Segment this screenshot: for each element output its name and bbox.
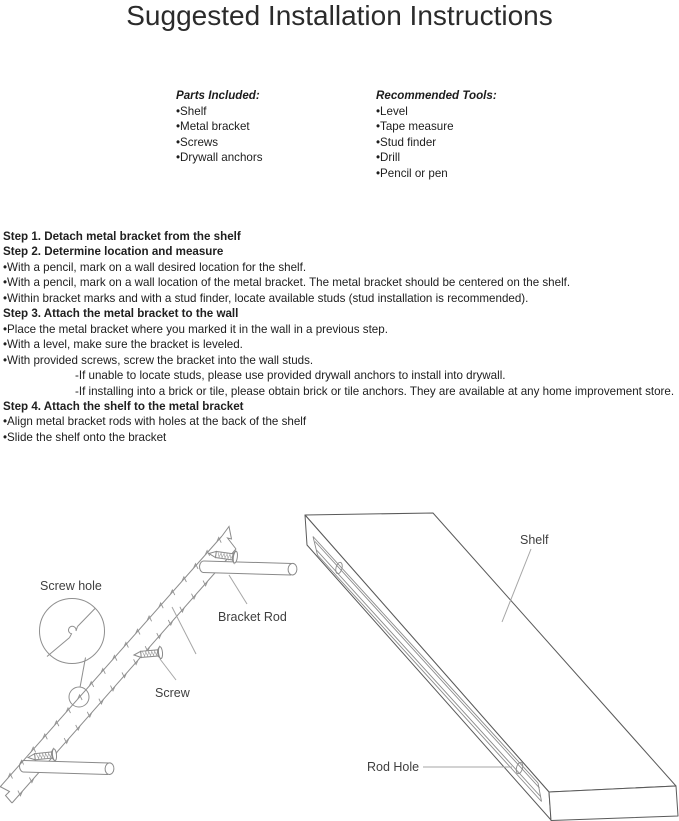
magnifier-circle xyxy=(40,599,105,664)
recommended-tools-heading: Recommended Tools: xyxy=(376,89,497,102)
step-2-bullet: •With a pencil, mark on a wall desired location for the shelf. xyxy=(3,260,307,274)
shelf-end-face xyxy=(549,786,678,821)
step-4-heading: Step 4. Attach the shelf to the metal bracket xyxy=(3,399,244,413)
shelf-label: Shelf xyxy=(520,533,549,547)
screw-label: Screw xyxy=(155,686,190,700)
list-item: •Tape measure xyxy=(376,120,454,133)
step-1-heading: Step 1. Detach metal bracket from the shelf xyxy=(3,230,241,243)
step-3-bullet: •Place the metal bracket where you marked it in the wall in a previous step. xyxy=(3,322,388,336)
step-3-bullet: •With a level, make sure the bracket is leveled. xyxy=(3,338,243,352)
step-4-bullet: •Align metal bracket rods with holes at the back of the shelf xyxy=(3,415,307,429)
list-item: •Stud finder xyxy=(376,135,437,149)
screw-hole-callout xyxy=(40,599,105,708)
list-item: •Drywall anchors xyxy=(176,151,263,164)
bracket-rod-label: Bracket Rod xyxy=(218,610,287,624)
rod-hole-label: Rod Hole xyxy=(367,760,420,774)
step-3-sub-bullet: -If installing into a brick or tile, please obtain brick or tile anchors. They are available at any home improvement store. xyxy=(75,384,675,398)
bracket-top-cut xyxy=(222,527,236,550)
page-title: Suggested Installation Instructions xyxy=(126,0,553,31)
step-2-bullet: •With a pencil, mark on a wall location of the metal bracket. The metal bracket should be centered on the shelf. xyxy=(3,276,571,290)
bracket-pointer-line xyxy=(172,607,196,654)
bracket-bottom-cut xyxy=(0,787,12,804)
list-item: •Metal bracket xyxy=(176,120,250,133)
bracket-rod-leader-line xyxy=(229,575,247,604)
magnified-edge-line xyxy=(78,609,96,627)
bracket-rod-top xyxy=(200,561,298,575)
parts-included-heading: Parts Included: xyxy=(176,89,260,102)
screw-leader-line xyxy=(160,659,176,680)
list-item: •Drill xyxy=(376,151,401,164)
bracket-upper-edge xyxy=(0,536,222,787)
step-3-heading: Step 3. Attach the metal bracket to the wall xyxy=(3,307,239,321)
list-item: •Screws xyxy=(176,135,219,149)
screw-hole-label: Screw hole xyxy=(40,579,102,593)
step-3-sub-bullet: -If unable to locate studs, please use provided drywall anchors to install into drywall. xyxy=(75,369,506,383)
list-item: •Pencil or pen xyxy=(376,166,448,180)
step-2-bullet: •Within bracket marks and with a stud finder, locate available studs (stud installation is recommended). xyxy=(3,291,529,305)
list-item: •Shelf xyxy=(176,104,207,118)
step-3-bullet: •With provided screws, screw the bracket into the wall studs. xyxy=(3,353,314,367)
magnified-edge-line xyxy=(47,638,70,657)
screw-hole-notch xyxy=(69,626,78,637)
step-4-bullet: •Slide the shelf onto the bracket xyxy=(3,430,167,444)
shelf-drawing xyxy=(305,513,678,821)
bracket-rod-bottom xyxy=(20,760,115,774)
step-2-heading: Step 2. Determine location and measure xyxy=(3,245,224,259)
list-item: •Level xyxy=(376,104,408,118)
